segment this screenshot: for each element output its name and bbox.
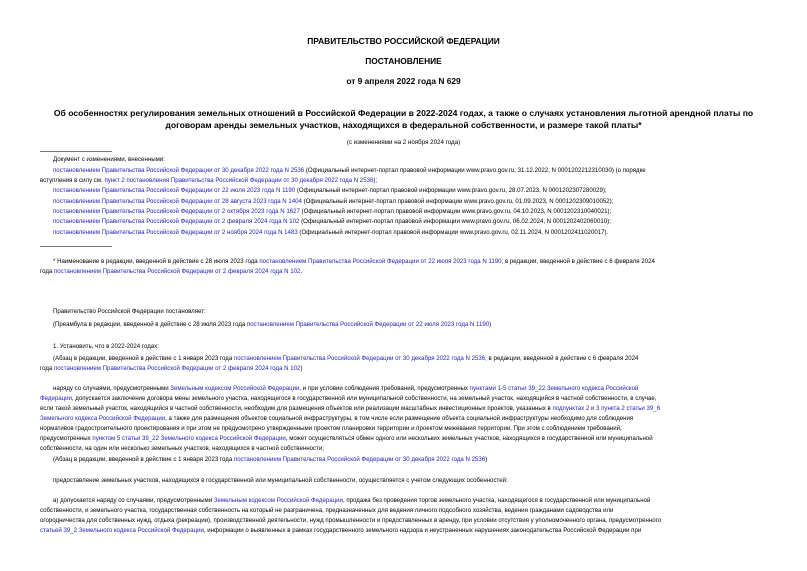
- amendment-link[interactable]: постановлением Правительства Российской Федерации от 30 декабря 2022 года N 2536: [53, 167, 305, 174]
- amendment-link[interactable]: постановлением Правительства Российской Федерации от 2 февраля 2024 года N 102: [53, 218, 300, 225]
- amendment-link[interactable]: постановлением Правительства Российской Федерации от 2 ноября 2024 года N 1483: [53, 229, 298, 236]
- item1-link[interactable]: постановлением Правительства Российской Федерации от 30 декабря 2022 года N 2536: [233, 355, 486, 362]
- footnote-line-1: * Наименование в редакции, введенной в действие с 28 июля 2023 года постановлением Правительства Российской Федерации от 22 июля 2023 года N 1190; в редакции, введенной в действие с 6 февраля 2024: [53, 258, 655, 265]
- entry-force-link[interactable]: пункт 2 постановления Правительства Российской Федерации от 30 декабря 2022 года N 2536: [104, 177, 374, 184]
- article-link[interactable]: пунктом 5 статьи 39_22 Земельного кодекса Российской Федерации: [92, 435, 286, 442]
- para-a-line: предусмотренных пунктом 5 статьи 39_22 Земельного кодекса Российской Федерации, может осуществляться обмен одного или нескольких земельных участков, находящихся в государственной или муниципальной: [40, 435, 653, 442]
- title-line-1: Об особенностях регулирования земельных отношений в Российской Федерации в 2022-2024 годах, а также о случаях установления льготной арендной платы по: [53, 108, 754, 118]
- land-code-link[interactable]: Земельным кодексом Российской Федерации: [213, 497, 343, 504]
- item1-link[interactable]: постановлением Правительства Российской Федерации от 2 февраля 2024 года N 102: [53, 365, 301, 372]
- para-c-line: статьей 39_2 Земельного кодекса Российской Федерации, информации о выявленных в рамках государственного земельного надзора и неустраненных нарушениях законодательства Российской Федерации при: [40, 527, 642, 534]
- preamble-note: (Преамбула в редакции, введенной в действие с 28 июля 2023 года постановлением Правительства Российской Федерации от 22 июля 2023 года N 1190): [53, 321, 492, 328]
- document-title: [40, 107, 767, 131]
- amendments-intro: Документ с изменениями, внесенными:: [53, 156, 165, 163]
- para-a-line: собственности, на один или несколько земельных участков, находящихся в частной собственности;: [40, 445, 324, 452]
- revision-note: (с изменениями на 2 ноября 2024 года): [346, 139, 461, 146]
- footnote-line-2: года постановлением Правительства Российской Федерации от 2 февраля 2024 года N 102.: [40, 268, 303, 275]
- footnote-link[interactable]: постановлением Правительства Российской Федерации от 22 июля 2023 года N 1190: [259, 258, 502, 265]
- footnote-link[interactable]: постановлением Правительства Российской Федерации от 2 февраля 2024 года N 102: [53, 268, 301, 275]
- para-b: предоставление земельных участков, находящихся в государственной или муниципальной собственности, осуществляется с учетом следующих особенностей:: [53, 477, 508, 484]
- amendment-continuation: вступления в силу см. пункт 2 постановления Правительства Российской Федерации от 30 декабря 2022 года N 2536);: [40, 177, 378, 184]
- land-code-link[interactable]: Земельным кодексом Российской Федерации: [170, 385, 300, 392]
- amendment-link[interactable]: постановлением Правительства Российской Федерации от 28 августа 2023 года N 1404: [53, 198, 302, 205]
- para-a-line: если такой земельный участок, находящийся в частной собственности, необходим для размещения объектов или реализации масштабных инвестиционных проектов, указанных в подпунктах 2 и 3 пункта 2 статьи 39_6: [40, 405, 661, 412]
- amendment-item: постановлением Правительства Российской Федерации от 2 февраля 2024 года N 102 (Официальный интернет-портал правовой информации www.pravo.gov.ru, 06.02.2024, N 0001202402060010);: [53, 218, 611, 225]
- doc-type-heading: ПОСТАНОВЛЕНИЕ: [365, 56, 442, 66]
- para-a-line: нормативов градостроительного проектирования и при этом не предусмотрено утвержденными проектом планировки территории и проектом межевания территории. При этом с соблюдением требований,: [40, 425, 622, 432]
- date-number: от 9 апреля 2022 года N 629: [346, 76, 461, 86]
- para-a-line: Федерации, допускается заключение договора мены земельного участка, находящегося в государственной или муниципальной собственности, на земельный участок, находящийся в частной собственности, в случае,: [40, 395, 657, 402]
- separator-rule: [40, 246, 112, 247]
- government-heading: ПРАВИТЕЛЬСТВО РОССИЙСКОЙ ФЕДЕРАЦИИ: [307, 36, 500, 46]
- para-c-line: огородничества для собственных нужд, отдыха (рекреации), производственной деятельности, нужд промышленности и предоставленных в аренду, при условии отсутствия у уполномоченного органа, предусмотренного: [40, 517, 662, 524]
- amendment-item: постановлением Правительства Российской Федерации от 30 декабря 2022 года N 2536 (Официальный интернет-портал правовой информации www.pravo.gov.ru, 31.12.2022, N 0001202212310030) (о порядке: [53, 167, 646, 174]
- para-a-line: Земельного кодекса Российской Федерации, а также для размещения объектов социальной инфраструктуры, в том числе если размещение объекта социальной инфраструктуры необходимо для соблюдения: [40, 415, 634, 422]
- para-a-note-link[interactable]: постановлением Правительства Российской Федерации от 30 декабря 2022 года N 2536: [233, 456, 486, 463]
- article-link[interactable]: статьей 39_2 Земельного кодекса Российской Федерации: [40, 527, 204, 534]
- amendment-link[interactable]: постановлением Правительства Российской Федерации от 22 июля 2023 года N 1190: [53, 187, 296, 194]
- para-a-note: (Абзац в редакции, введенной в действие с 1 января 2023 года постановлением Правительства Российской Федерации от 30 декабря 2022 года N 2536): [53, 456, 488, 463]
- title-line-2: договорам аренды земельных участков, находящихся в федеральной собственности, и размере такой платы*: [165, 120, 642, 130]
- amendment-link[interactable]: постановлением Правительства Российской Федерации от 2 октября 2023 года N 1627: [53, 208, 300, 215]
- amendment-item: постановлением Правительства Российской Федерации от 28 августа 2023 года N 1404 (Официальный интернет-портал правовой информации www.pravo.gov.ru, 01.09.2023, N 0001202309010052);: [53, 198, 614, 205]
- article-link[interactable]: Федерации: [40, 395, 72, 402]
- amendment-item: постановлением Правительства Российской Федерации от 2 ноября 2024 года N 1483 (Официальный интернет-портал правовой информации www.pravo.gov.ru, 02.11.2024, N 0001202411020017).: [53, 229, 609, 236]
- item-1: 1. Установить, что в 2022-2024 годах:: [53, 343, 159, 350]
- separator-rule: [40, 151, 112, 152]
- article-link[interactable]: подпунктах 2 и 3 пункта 2 статьи 39_6: [552, 405, 661, 412]
- para-c-line: собственности, и земельного участка, государственная собственность на который не разграничена, предназначенных для ведения личного подсобного хозяйства, ведения гражданами садоводства или: [40, 507, 614, 514]
- amendment-item: постановлением Правительства Российской Федерации от 2 октября 2023 года N 1627 (Официальный интернет-портал правовой информации www.pravo.gov.ru, 04.10.2023, N 0001202310040021);: [53, 208, 612, 215]
- item-1-note: (Абзац в редакции, введенной в действие с 1 января 2023 года постановлением Правительства Российской Федерации от 30 декабря 2022 года N 2536; в редакции, введенной в действие с 6 февраля 2024: [53, 355, 639, 362]
- para-a-line: наряду со случаями, предусмотренными Земельным кодексом Российской Федерации, и при условии соблюдения требований, предусмотренных пунктами 1-5 статьи 39_22 Земельного кодекса Российской: [53, 385, 639, 392]
- para-c-line: а) допускается наряду со случаями, предусмотренными Земельным кодексом Российской Федерации, продажа без проведения торгов земельного участка, находящегося в государственной или муниципальной: [53, 497, 651, 504]
- amendment-item: постановлением Правительства Российской Федерации от 22 июля 2023 года N 1190 (Официальный интернет-портал правовой информации www.pravo.gov.ru, 28.07.2023, N 0001202307280029);: [53, 187, 607, 194]
- land-code-link[interactable]: Земельного кодекса Российской Федерации: [40, 415, 166, 422]
- preamble-link[interactable]: постановлением Правительства Российской Федерации от 22 июля 2023 года N 1190: [246, 321, 490, 328]
- item-1-note-cont: года постановлением Правительства Российской Федерации от 2 февраля 2024 года N 102): [40, 365, 303, 372]
- article-link[interactable]: пунктами 1-5 статьи 39_22 Земельного кодекса Российской: [469, 385, 639, 392]
- decree-statement: Правительство Российской Федерации постановляет:: [53, 308, 206, 315]
